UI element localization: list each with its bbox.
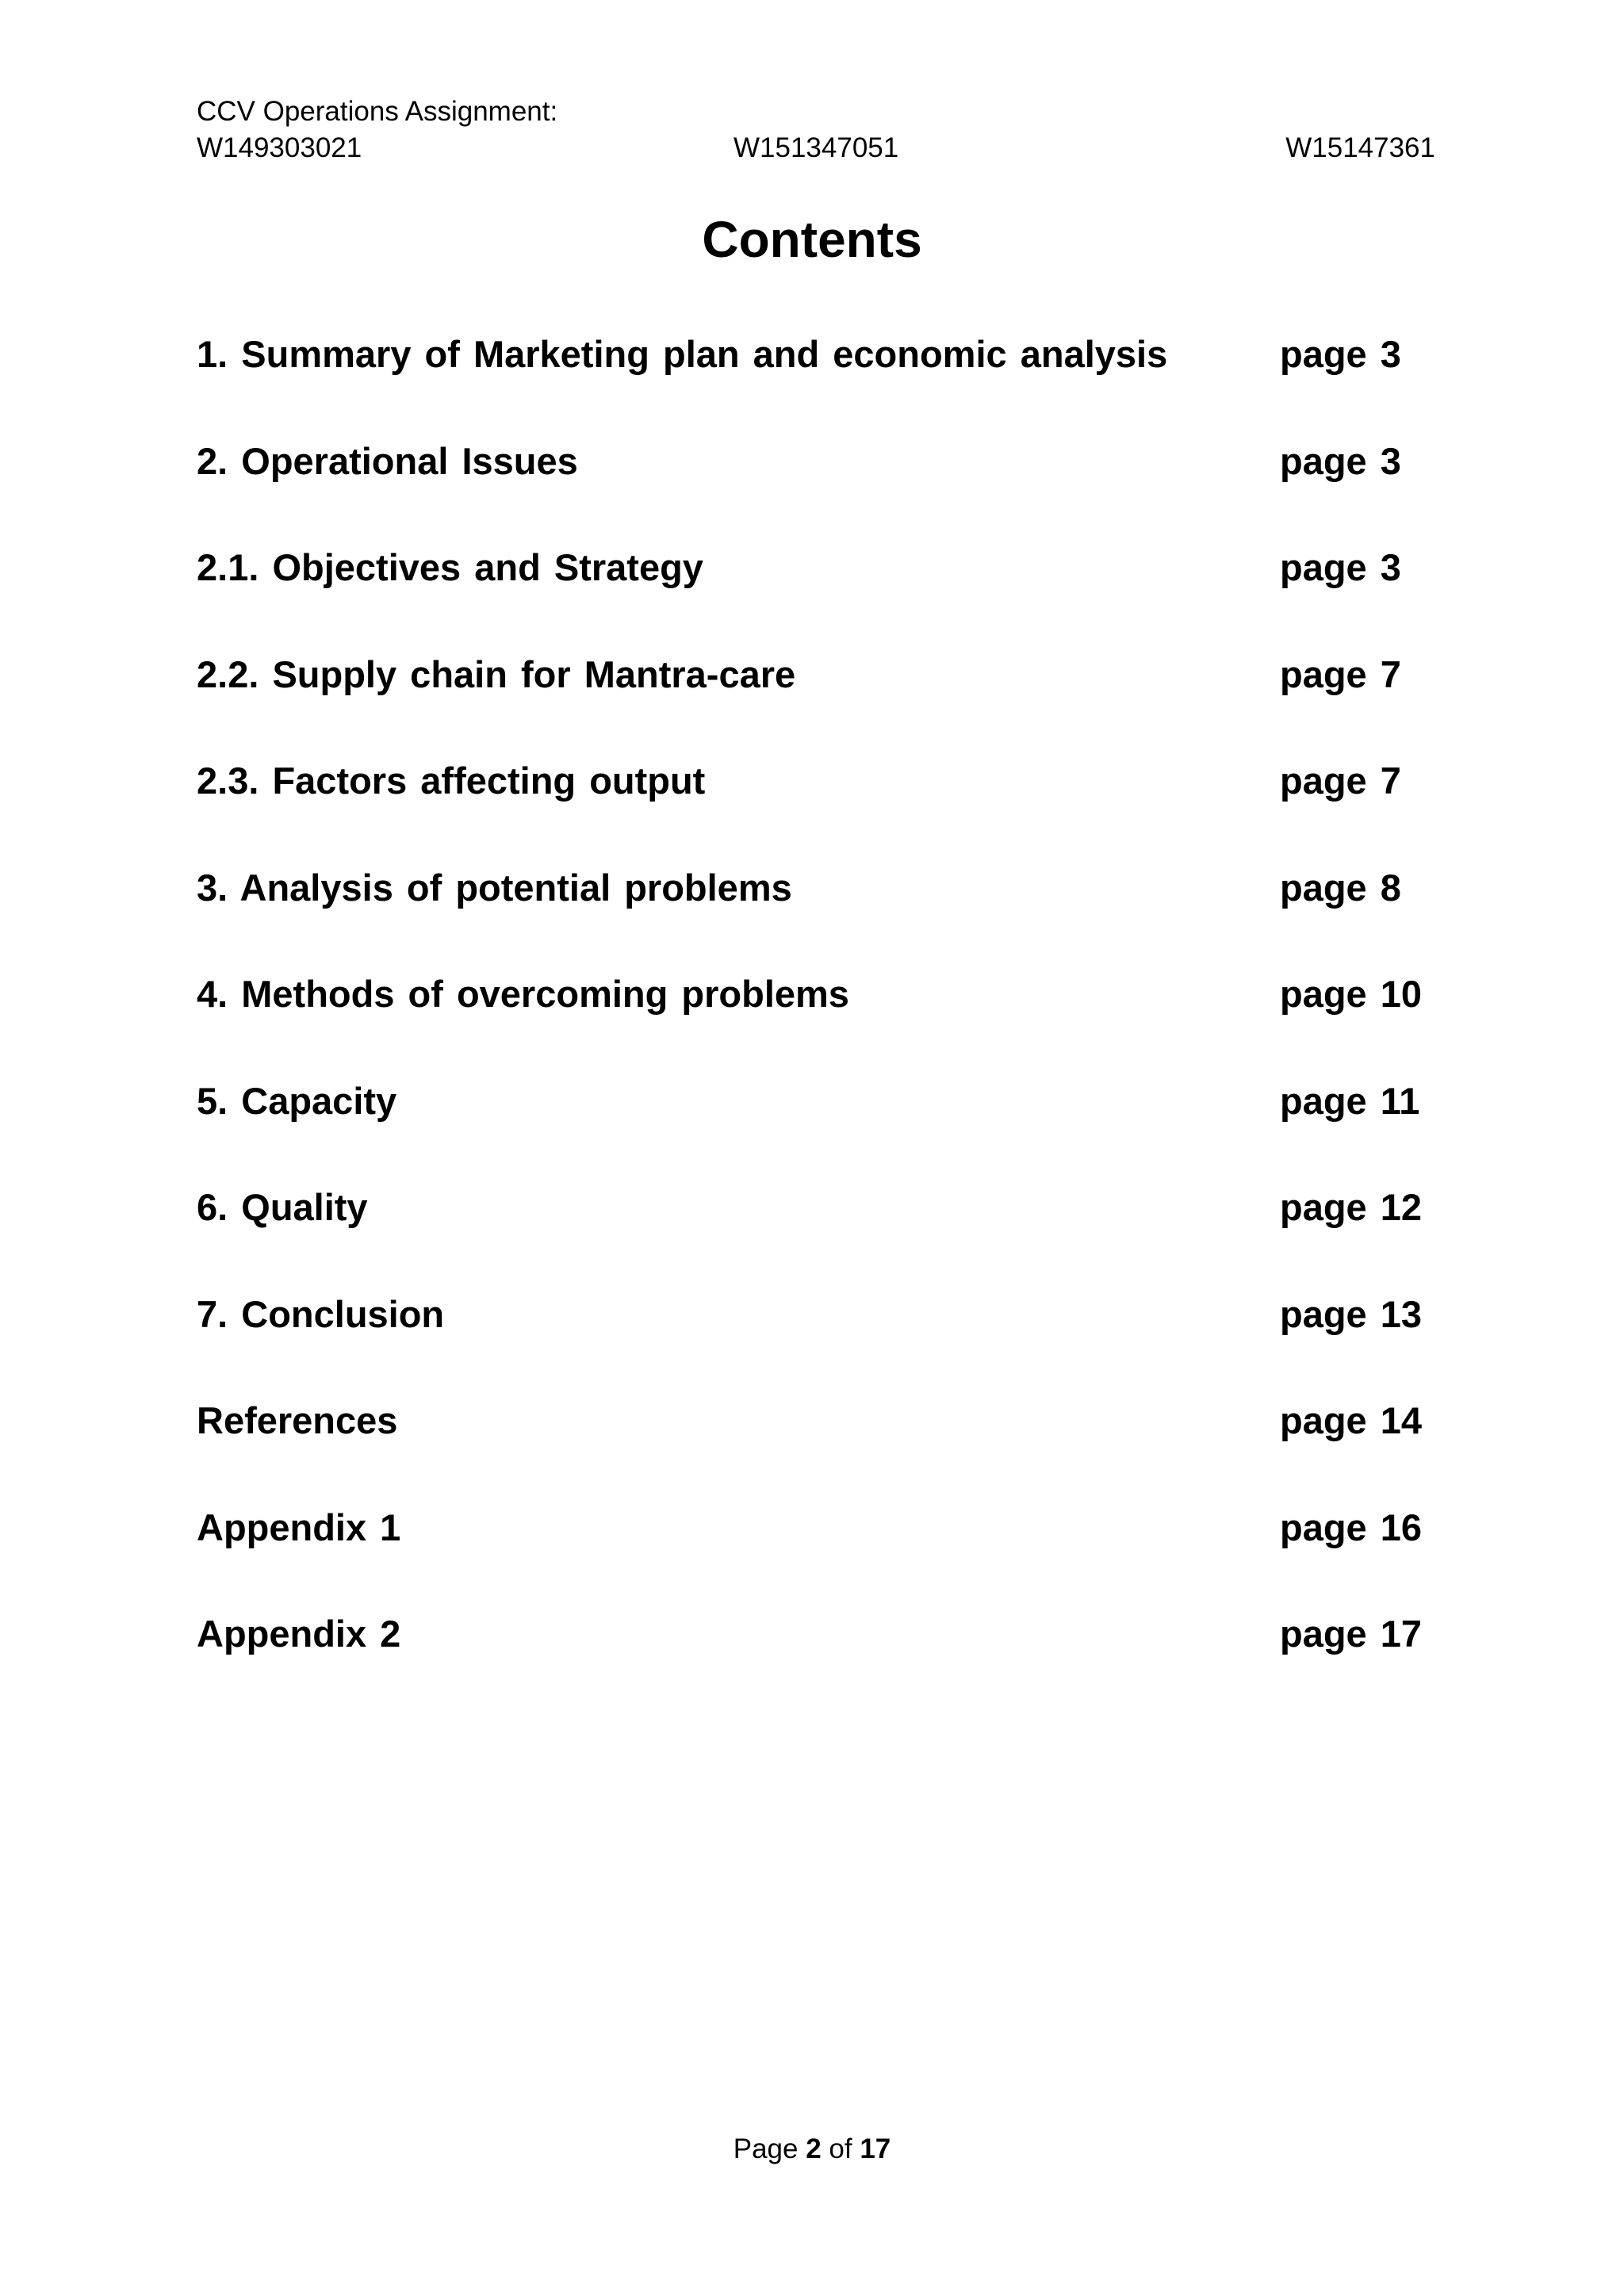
toc-entry[interactable] <box>197 1393 1465 1500</box>
toc-entry[interactable] <box>197 1073 1465 1181</box>
footer-page-prefix: Page <box>733 2133 799 2164</box>
page-header <box>197 94 1435 166</box>
toc-entry-page: page 7 <box>1280 760 1401 802</box>
toc-entry-label: 1. Summary of Marketing plan and economic analysis <box>197 333 1168 375</box>
toc-entry-page: page 11 <box>1280 1079 1420 1122</box>
toc-entry-label: Appendix 2 <box>197 1613 401 1655</box>
toc-entry-page: page 17 <box>1280 1613 1423 1655</box>
toc-entry[interactable] <box>197 1287 1465 1394</box>
toc-entry-page: page 14 <box>1280 1399 1423 1441</box>
toc-entry[interactable] <box>197 1500 1465 1607</box>
toc-entry-page: page 10 <box>1280 973 1423 1015</box>
toc-entry[interactable] <box>197 1606 1465 1713</box>
toc-entry-label: References <box>197 1399 398 1441</box>
toc-entry[interactable] <box>197 966 1465 1073</box>
table-of-contents <box>197 327 1465 1713</box>
footer-of: of <box>829 2133 852 2164</box>
page-footer <box>0 2131 1624 2168</box>
student-id-3: W15147361 <box>1285 132 1435 163</box>
toc-entry-label: 3. Analysis of potential problems <box>197 866 792 909</box>
toc-entry-page: page 13 <box>1280 1292 1423 1335</box>
footer-total-pages: 17 <box>860 2133 891 2164</box>
toc-entry-label: 2. Operational Issues <box>197 439 578 482</box>
toc-entry[interactable] <box>197 540 1465 647</box>
toc-entry-page: page 3 <box>1280 333 1401 375</box>
toc-entry-label: 5. Capacity <box>197 1079 397 1122</box>
toc-entry-page: page 12 <box>1280 1186 1423 1228</box>
contents-heading: Contents <box>702 211 922 268</box>
toc-entry-label: 7. Conclusion <box>197 1292 445 1335</box>
toc-entry-label: 2.2. Supply chain for Mantra-care <box>197 652 796 695</box>
toc-entry-page: page 8 <box>1280 866 1401 909</box>
toc-entry-label: 2.3. Factors affecting output <box>197 760 706 802</box>
header-title: CCV Operations Assignment: <box>197 96 558 127</box>
toc-entry-page: page 3 <box>1280 546 1401 588</box>
toc-entry[interactable] <box>197 753 1465 860</box>
student-id-2: W151347051 <box>733 132 899 163</box>
student-id-1: W149303021 <box>197 132 362 163</box>
toc-entry[interactable] <box>197 860 1465 967</box>
toc-entry-label: Appendix 1 <box>197 1506 401 1548</box>
toc-entry-page: page 3 <box>1280 439 1401 482</box>
toc-entry[interactable] <box>197 327 1465 434</box>
toc-entry[interactable] <box>197 647 1465 754</box>
toc-entry-label: 6. Quality <box>197 1186 368 1228</box>
toc-entry-label: 4. Methods of overcoming problems <box>197 973 849 1015</box>
footer-current-page: 2 <box>806 2133 822 2164</box>
toc-entry[interactable] <box>197 1180 1465 1287</box>
toc-entry-page: page 7 <box>1280 652 1401 695</box>
toc-entry-label: 2.1. Objectives and Strategy <box>197 546 703 588</box>
header-student-ids <box>197 130 1435 166</box>
toc-entry-page: page 16 <box>1280 1506 1423 1548</box>
toc-entry[interactable] <box>197 434 1465 541</box>
